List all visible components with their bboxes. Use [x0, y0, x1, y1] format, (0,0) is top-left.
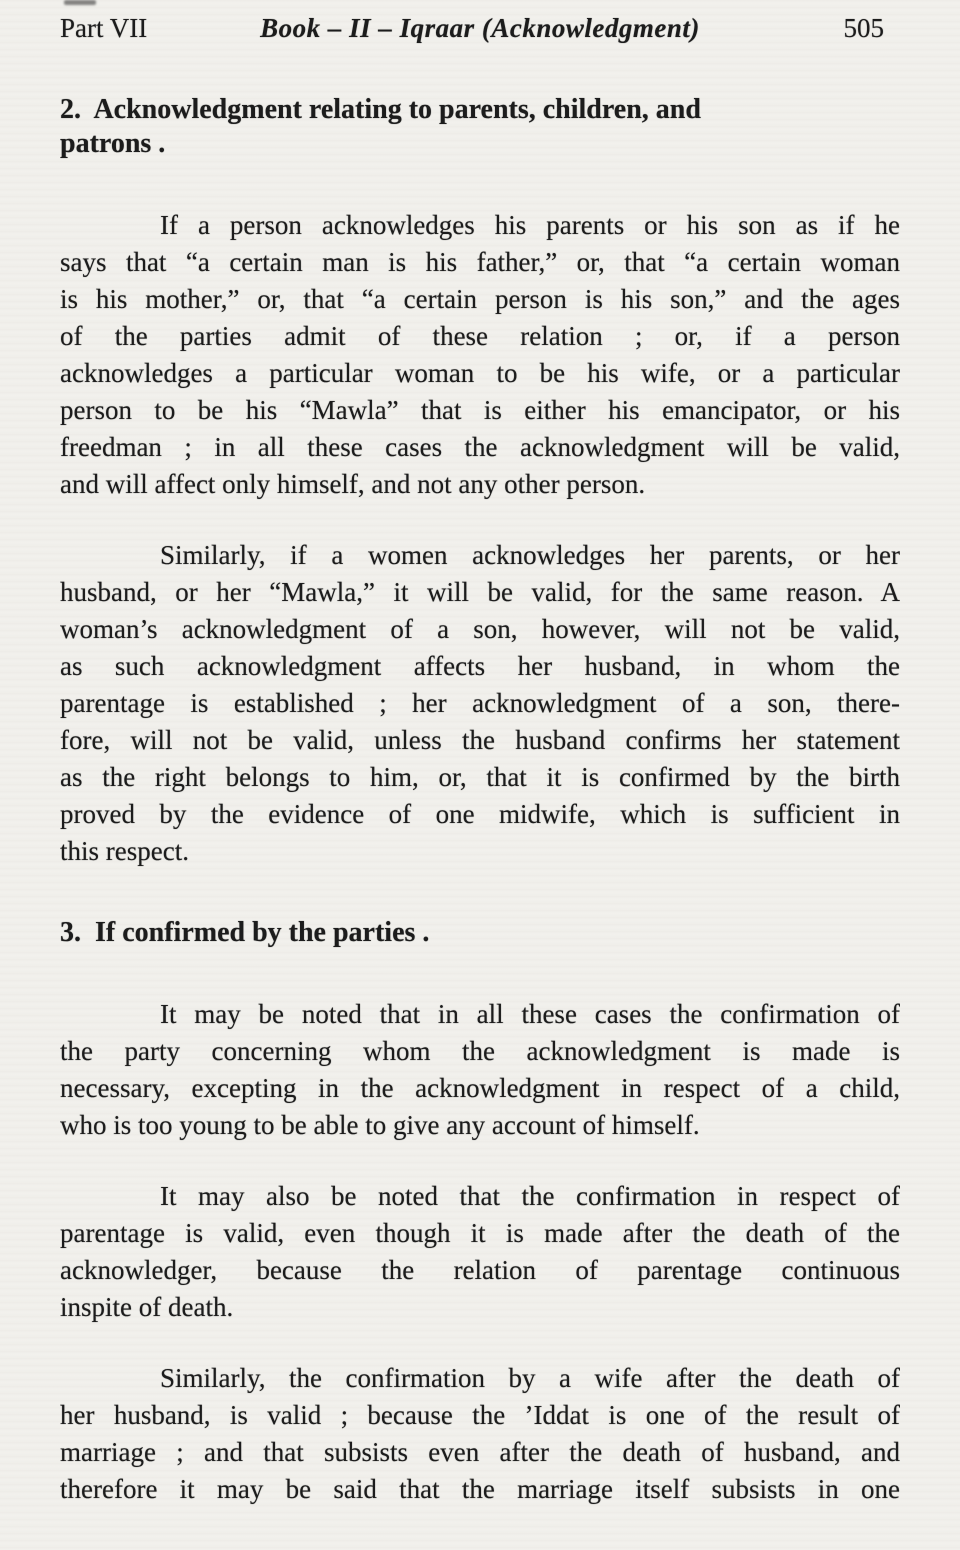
text-line: It may also be noted that the confirmation in respect of [160, 1181, 900, 1211]
text-line: parentage is valid, even though it is made after the death of the [60, 1218, 900, 1248]
page-header [60, 10, 900, 47]
section-2-heading [60, 93, 900, 161]
header-part-label: Part VII [60, 13, 148, 43]
text-line: and will affect only himself, and not any other person. [60, 469, 646, 499]
text-line: who is too young to be able to give any account of himself. [60, 1110, 700, 1140]
text-line: as such acknowledgment affects her husband, in whom the [60, 651, 900, 681]
paragraph-2 [60, 537, 900, 870]
text-line: her husband, is valid ; because the ’Iddat is one of the result of [60, 1400, 900, 1430]
paragraph-1 [60, 207, 900, 503]
text-line: the party concerning whom the acknowledgment is made is [60, 1036, 900, 1066]
text-line: acknowledges a particular woman to be his wife, or a particular [60, 358, 900, 388]
text-line: marriage ; and that subsists even after the death of husband, and [60, 1437, 900, 1467]
text-line: necessary, excepting in the acknowledgment in respect of a child, [60, 1073, 900, 1103]
text-line: 2. Acknowledgment relating to parents, children, and [60, 94, 701, 125]
text-line: this respect. [60, 836, 189, 866]
section-3-heading [60, 916, 900, 950]
text-line: person to be his “Mawla” that is either his emancipator, or his [60, 395, 900, 425]
text-line: Similarly, the confirmation by a wife after the death of [160, 1363, 900, 1393]
text-line: is his mother,” or, that “a certain person is his son,” and the ages [60, 284, 900, 314]
header-page-number: 505 [843, 13, 884, 43]
text-line: proved by the evidence of one midwife, which is sufficient in [60, 799, 900, 829]
text-line: of the parties admit of these relation ; or, if a person [60, 321, 900, 351]
text-line: acknowledger, because the relation of parentage continuous [60, 1255, 900, 1285]
text-line: as the right belongs to him, or, that it is confirmed by the birth [60, 762, 900, 792]
text-line: fore, will not be valid, unless the husband confirms her statement [60, 725, 900, 755]
text-line: freedman ; in all these cases the acknowledgment will be valid, [60, 432, 900, 462]
paragraph-4 [60, 1178, 900, 1326]
paragraph-5 [60, 1360, 900, 1508]
text-line: If a person acknowledges his parents or his son as if he [160, 210, 900, 240]
text-line: husband, or her “Mawla,” it will be valid, for the same reason. A [60, 577, 900, 607]
text-line: woman’s acknowledgment of a son, however, will not be valid, [60, 614, 900, 644]
page-content [60, 93, 900, 1508]
text-line: parentage is established ; her acknowledgment of a son, there- [60, 688, 900, 718]
header-book-title: Book – II – Iqraar (Acknowledgment) [260, 13, 700, 43]
text-line: inspite of death. [60, 1292, 234, 1322]
text-line: patrons . [60, 128, 166, 159]
text-line: says that “a certain man is his father,” or, that “a certain woman [60, 247, 900, 277]
text-line: Similarly, if a women acknowledges her parents, or her [160, 540, 900, 570]
paragraph-3 [60, 996, 900, 1144]
text-line: It may be noted that in all these cases the confirmation of [160, 999, 900, 1029]
text-line: therefore it may be said that the marriage itself subsists in one [60, 1474, 900, 1504]
text-line: 3. If confirmed by the parties . [60, 917, 430, 948]
